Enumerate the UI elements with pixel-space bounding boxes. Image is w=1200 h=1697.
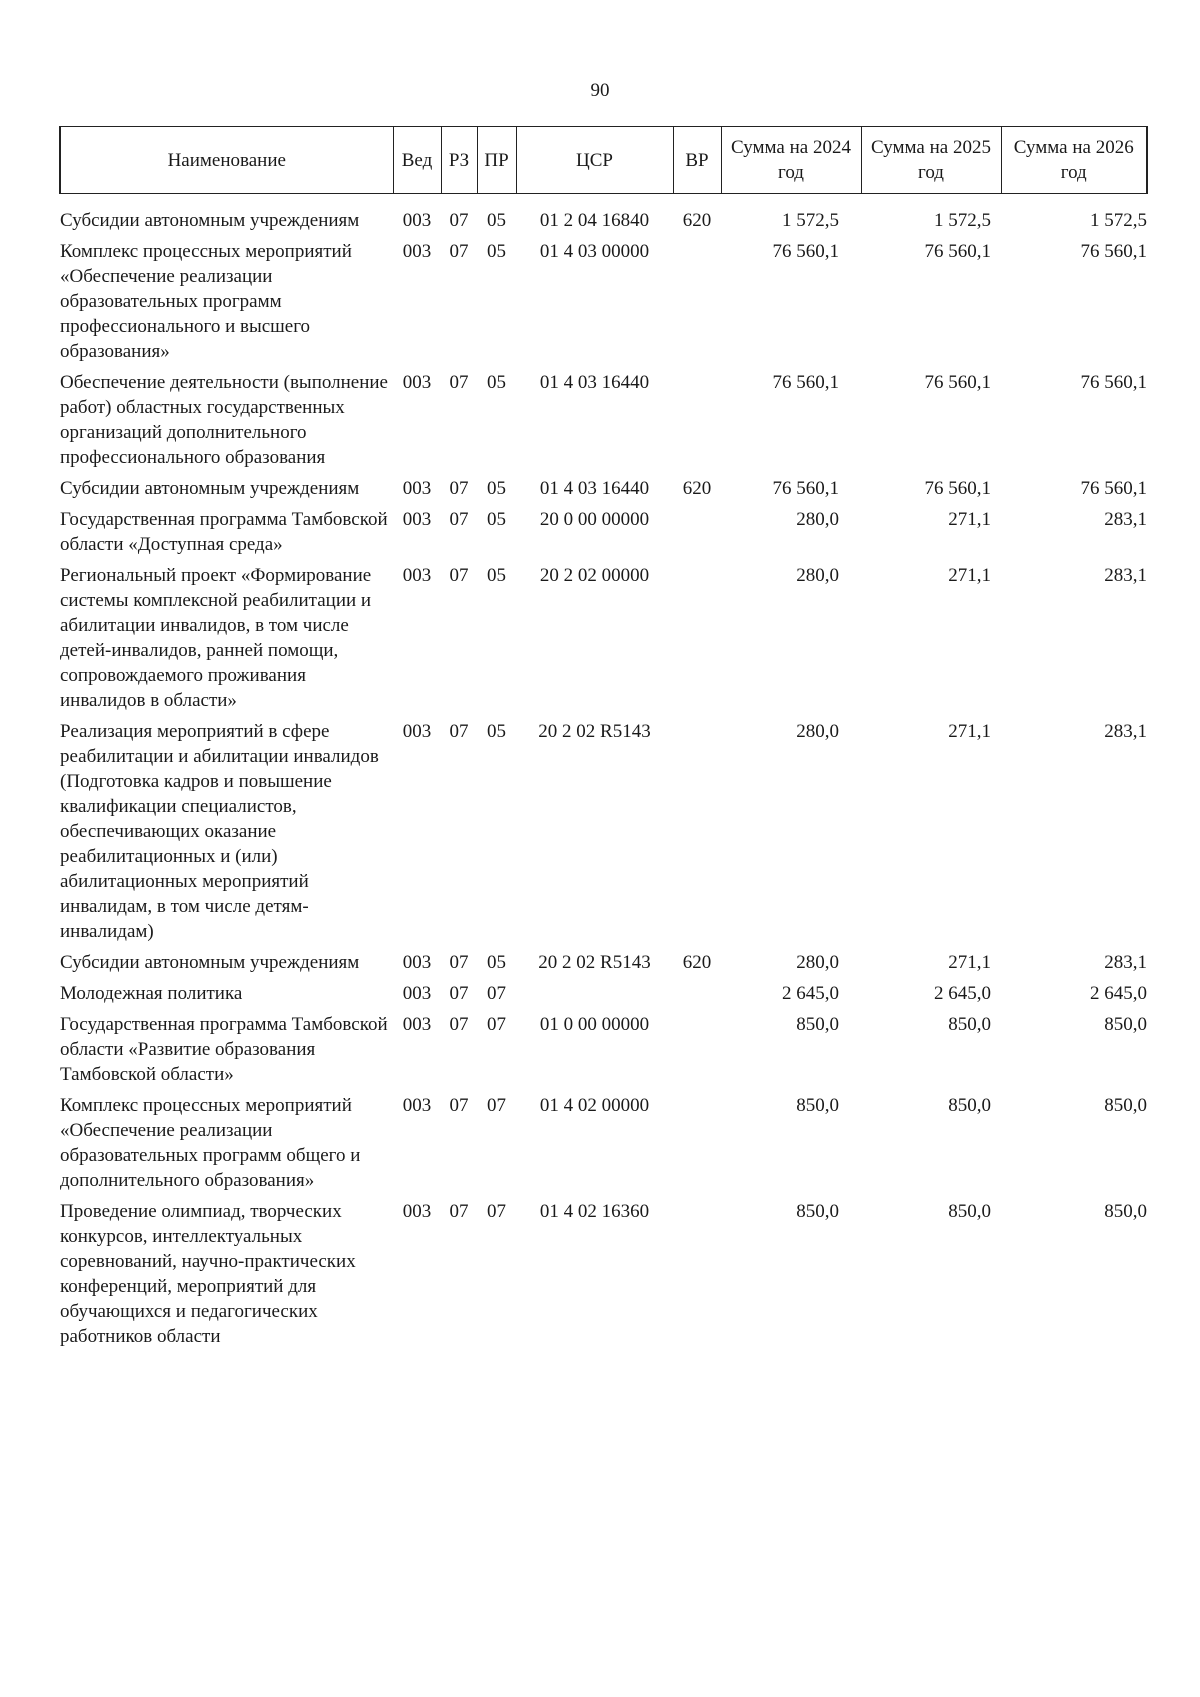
cell-rz: 07	[449, 1201, 469, 1222]
cell-vr	[673, 975, 721, 1006]
cell-rz: 07	[449, 210, 469, 231]
cell-vr	[673, 713, 721, 944]
cell-ved: 003	[402, 1201, 432, 1222]
table-row	[60, 364, 1147, 470]
header-sum-2025: Сумма на 2025 год	[861, 127, 1001, 194]
cell-sum-2026: 76 560,1	[1080, 372, 1147, 393]
cell-name: Проведение олимпиад, творческих конкурсов, интеллектуальных соревнований, научно-практических конференций, мероприятий для обучающихся и педагогических работников области	[60, 1201, 356, 1347]
cell-sum-2024: 280,0	[796, 952, 839, 973]
cell-name: Государственная программа Тамбовской области «Развитие образования Тамбовской области»	[60, 1014, 388, 1085]
cell-rz: 07	[449, 721, 469, 742]
table-row	[60, 944, 1147, 975]
cell-sum-2026: 850,0	[1104, 1095, 1147, 1116]
cell-sum-2024: 76 560,1	[772, 478, 839, 499]
cell-rz: 07	[449, 1095, 469, 1116]
header-sum-2026: Сумма на 2026 год	[1001, 127, 1147, 194]
cell-csr	[516, 975, 673, 1006]
cell-name: Комплекс процессных мероприятий «Обеспечение реализации образовательных программ профессионального и высшего образования»	[60, 241, 352, 362]
cell-csr: 20 2 02 R5143	[538, 721, 651, 742]
cell-sum-2025: 76 560,1	[924, 241, 991, 262]
cell-sum-2024: 2 645,0	[782, 983, 839, 1004]
cell-csr: 01 4 02 16360	[539, 1201, 650, 1222]
cell-ved: 003	[402, 952, 432, 973]
cell-sum-2024: 76 560,1	[772, 372, 839, 393]
table-row	[60, 1006, 1147, 1087]
cell-sum-2025: 76 560,1	[924, 478, 991, 499]
cell-sum-2025: 76 560,1	[924, 372, 991, 393]
cell-name: Государственная программа Тамбовской области «Доступная среда»	[60, 509, 388, 555]
cell-ved: 003	[402, 241, 432, 262]
cell-pr: 05	[487, 721, 506, 742]
table-row	[60, 1193, 1147, 1349]
cell-sum-2024: 850,0	[796, 1014, 839, 1035]
cell-sum-2026: 76 560,1	[1080, 241, 1147, 262]
cell-name: Реализация мероприятий в сфере реабилитации и абилитации инвалидов (Подготовка кадров и повышение квалификации специалистов, обеспечивающих оказание реабилитационных и (или) абилитационных мероприятий инвалидам, в том числе детям-инвалидам)	[60, 721, 379, 942]
cell-sum-2026: 76 560,1	[1080, 478, 1147, 499]
header-ved: Вед	[393, 127, 441, 194]
table-row	[60, 1087, 1147, 1193]
cell-rz: 07	[449, 983, 469, 1004]
table-row	[60, 470, 1147, 501]
cell-ved: 003	[402, 210, 432, 231]
table-row	[60, 557, 1147, 713]
cell-ved: 003	[402, 509, 432, 530]
cell-vr: 620	[682, 952, 712, 973]
cell-ved: 003	[402, 372, 432, 393]
cell-csr: 01 4 03 16440	[539, 478, 650, 499]
cell-vr	[673, 1193, 721, 1349]
cell-pr: 05	[487, 509, 506, 530]
page-number: 90	[590, 80, 610, 101]
cell-pr: 07	[487, 1201, 506, 1222]
cell-pr: 05	[487, 952, 506, 973]
table-row	[60, 975, 1147, 1006]
cell-vr	[673, 364, 721, 470]
cell-sum-2026: 850,0	[1104, 1201, 1147, 1222]
header-csr: ЦСР	[516, 127, 673, 194]
cell-sum-2025: 271,1	[948, 565, 991, 586]
cell-sum-2024: 280,0	[796, 565, 839, 586]
cell-pr: 07	[487, 1014, 506, 1035]
cell-pr: 07	[487, 983, 506, 1004]
cell-pr: 05	[487, 241, 506, 262]
cell-name: Молодежная политика	[60, 983, 243, 1004]
cell-vr	[673, 501, 721, 557]
cell-name: Обеспечение деятельности (выполнение работ) областных государственных организаций дополнительного профессионального образования	[60, 372, 388, 468]
table-row	[60, 194, 1147, 234]
header-rz: РЗ	[441, 127, 477, 194]
cell-sum-2024: 280,0	[796, 509, 839, 530]
table-body	[60, 194, 1147, 1350]
cell-name: Субсидии автономным учреждениям	[60, 478, 360, 499]
cell-sum-2026: 283,1	[1104, 952, 1147, 973]
cell-sum-2025: 271,1	[948, 721, 991, 742]
cell-sum-2025: 271,1	[948, 952, 991, 973]
table-row	[60, 233, 1147, 364]
cell-rz: 07	[449, 952, 469, 973]
cell-rz: 07	[449, 509, 469, 530]
cell-sum-2025: 850,0	[948, 1014, 991, 1035]
cell-csr: 01 4 03 16440	[539, 372, 650, 393]
cell-pr: 05	[487, 565, 506, 586]
cell-rz: 07	[449, 478, 469, 499]
cell-sum-2025: 850,0	[948, 1201, 991, 1222]
cell-vr	[673, 233, 721, 364]
cell-ved: 003	[402, 721, 432, 742]
cell-rz: 07	[449, 372, 469, 393]
cell-vr: 620	[682, 478, 712, 499]
cell-pr: 05	[487, 478, 506, 499]
cell-name: Субсидии автономным учреждениям	[60, 952, 360, 973]
cell-pr: 05	[487, 372, 506, 393]
cell-sum-2026: 283,1	[1104, 565, 1147, 586]
cell-vr: 620	[682, 210, 712, 231]
header-vr: ВР	[673, 127, 721, 194]
cell-sum-2024: 1 572,5	[782, 210, 839, 231]
table-row	[60, 713, 1147, 944]
cell-sum-2024: 280,0	[796, 721, 839, 742]
cell-rz: 07	[449, 241, 469, 262]
cell-pr: 07	[487, 1095, 506, 1116]
table-header-row	[60, 127, 1147, 194]
cell-csr: 20 0 00 00000	[539, 509, 650, 530]
cell-ved: 003	[402, 1014, 432, 1035]
cell-name: Комплекс процессных мероприятий «Обеспечение реализации образовательных программ общего и дополнительного образования»	[60, 1095, 361, 1191]
cell-vr	[673, 1087, 721, 1193]
cell-csr: 20 2 02 R5143	[538, 952, 651, 973]
cell-csr: 01 4 03 00000	[539, 241, 650, 262]
cell-rz: 07	[449, 1014, 469, 1035]
cell-rz: 07	[449, 565, 469, 586]
cell-vr	[673, 557, 721, 713]
cell-vr	[673, 1006, 721, 1087]
cell-csr: 01 0 00 00000	[539, 1014, 650, 1035]
cell-sum-2026: 283,1	[1104, 509, 1147, 530]
cell-sum-2026: 1 572,5	[1090, 210, 1147, 231]
cell-sum-2024: 850,0	[796, 1201, 839, 1222]
cell-sum-2025: 1 572,5	[934, 210, 991, 231]
cell-sum-2026: 283,1	[1104, 721, 1147, 742]
cell-sum-2024: 850,0	[796, 1095, 839, 1116]
header-pr: ПР	[477, 127, 516, 194]
cell-name: Субсидии автономным учреждениям	[60, 210, 360, 231]
cell-sum-2026: 2 645,0	[1090, 983, 1147, 1004]
cell-csr: 01 4 02 00000	[539, 1095, 650, 1116]
cell-ved: 003	[402, 478, 432, 499]
cell-sum-2025: 2 645,0	[934, 983, 991, 1004]
table-row	[60, 501, 1147, 557]
header-sum-2024: Сумма на 2024 год	[721, 127, 861, 194]
cell-sum-2025: 271,1	[948, 509, 991, 530]
cell-sum-2025: 850,0	[948, 1095, 991, 1116]
cell-sum-2026: 850,0	[1104, 1014, 1147, 1035]
cell-pr: 05	[487, 210, 506, 231]
cell-ved: 003	[402, 983, 432, 1004]
cell-ved: 003	[402, 565, 432, 586]
cell-csr: 01 2 04 16840	[539, 210, 650, 231]
cell-ved: 003	[402, 1095, 432, 1116]
header-name: Наименование	[60, 127, 393, 194]
cell-sum-2024: 76 560,1	[772, 241, 839, 262]
cell-csr: 20 2 02 00000	[539, 565, 650, 586]
cell-name: Региональный проект «Формирование системы комплексной реабилитации и абилитации инвалидов, в том числе детей-инвалидов, ранней помощи, сопровождаемого проживания инвалидов в области»	[60, 565, 372, 711]
budget-table	[59, 126, 1148, 1349]
